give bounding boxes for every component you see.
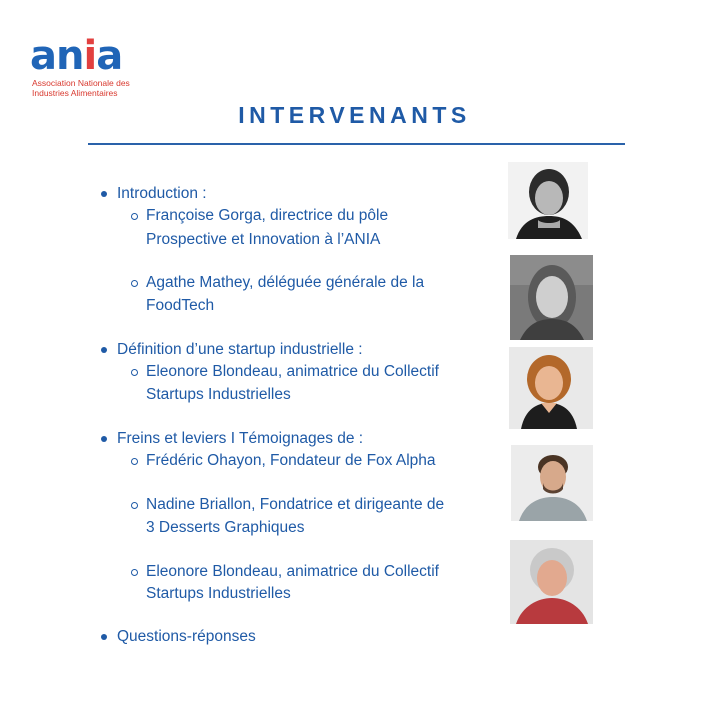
section-introduction: Introduction : — [117, 185, 207, 202]
speaker-photo-nadine-briallon — [510, 540, 593, 624]
speaker-text: 3 Desserts Graphiques — [146, 519, 305, 536]
title-divider — [88, 143, 625, 145]
speaker-photo-frederic-ohayon — [511, 445, 593, 521]
speaker-text: Startups Industrielles — [146, 585, 291, 602]
speaker-text: Startups Industrielles — [146, 386, 291, 403]
ania-logo — [30, 33, 150, 98]
speaker-text: Eleonore Blondeau, animatrice du Collectif — [146, 363, 439, 380]
section-definition: Définition d’une startup industrielle : — [117, 341, 363, 358]
sub-bullet-icon — [131, 569, 138, 576]
speaker-text: FoodTech — [146, 297, 215, 314]
sub-bullet-icon — [131, 458, 138, 465]
sub-bullet-icon — [131, 502, 138, 509]
sub-bullet-icon — [131, 213, 138, 220]
speaker-text: Nadine Briallon, Fondatrice et dirigeante de — [146, 496, 445, 513]
logo-wordmark: ania — [30, 33, 123, 79]
speaker-text: Eleonore Blondeau, animatrice du Collectif — [146, 563, 439, 580]
section-questions: Questions-réponses — [117, 628, 256, 645]
speaker-photo-eleonore-blondeau — [509, 347, 593, 429]
speaker-text: Prospective et Innovation à l’ANIA — [146, 231, 381, 248]
bullet-icon — [101, 436, 107, 442]
speaker-text: Agathe Mathey, déléguée générale de la — [146, 274, 425, 291]
sub-bullet-icon — [131, 280, 138, 287]
section-freins: Freins et leviers I Témoignages de : — [117, 430, 364, 447]
bullet-icon — [101, 347, 107, 353]
page-title: INTERVENANTS — [238, 102, 471, 128]
bullet-icon — [101, 191, 107, 197]
bullet-icon — [101, 634, 107, 640]
speaker-photo-francoise-gorga — [508, 162, 588, 239]
speaker-text: Françoise Gorga, directrice du pôle — [146, 207, 389, 224]
logo-subtitle: Association Nationale des Industries Alimentaires — [32, 78, 130, 98]
speaker-text: Frédéric Ohayon, Fondateur de Fox Alpha — [146, 452, 436, 469]
sub-bullet-icon — [131, 369, 138, 376]
speaker-photo-agathe-mathey — [510, 255, 593, 340]
